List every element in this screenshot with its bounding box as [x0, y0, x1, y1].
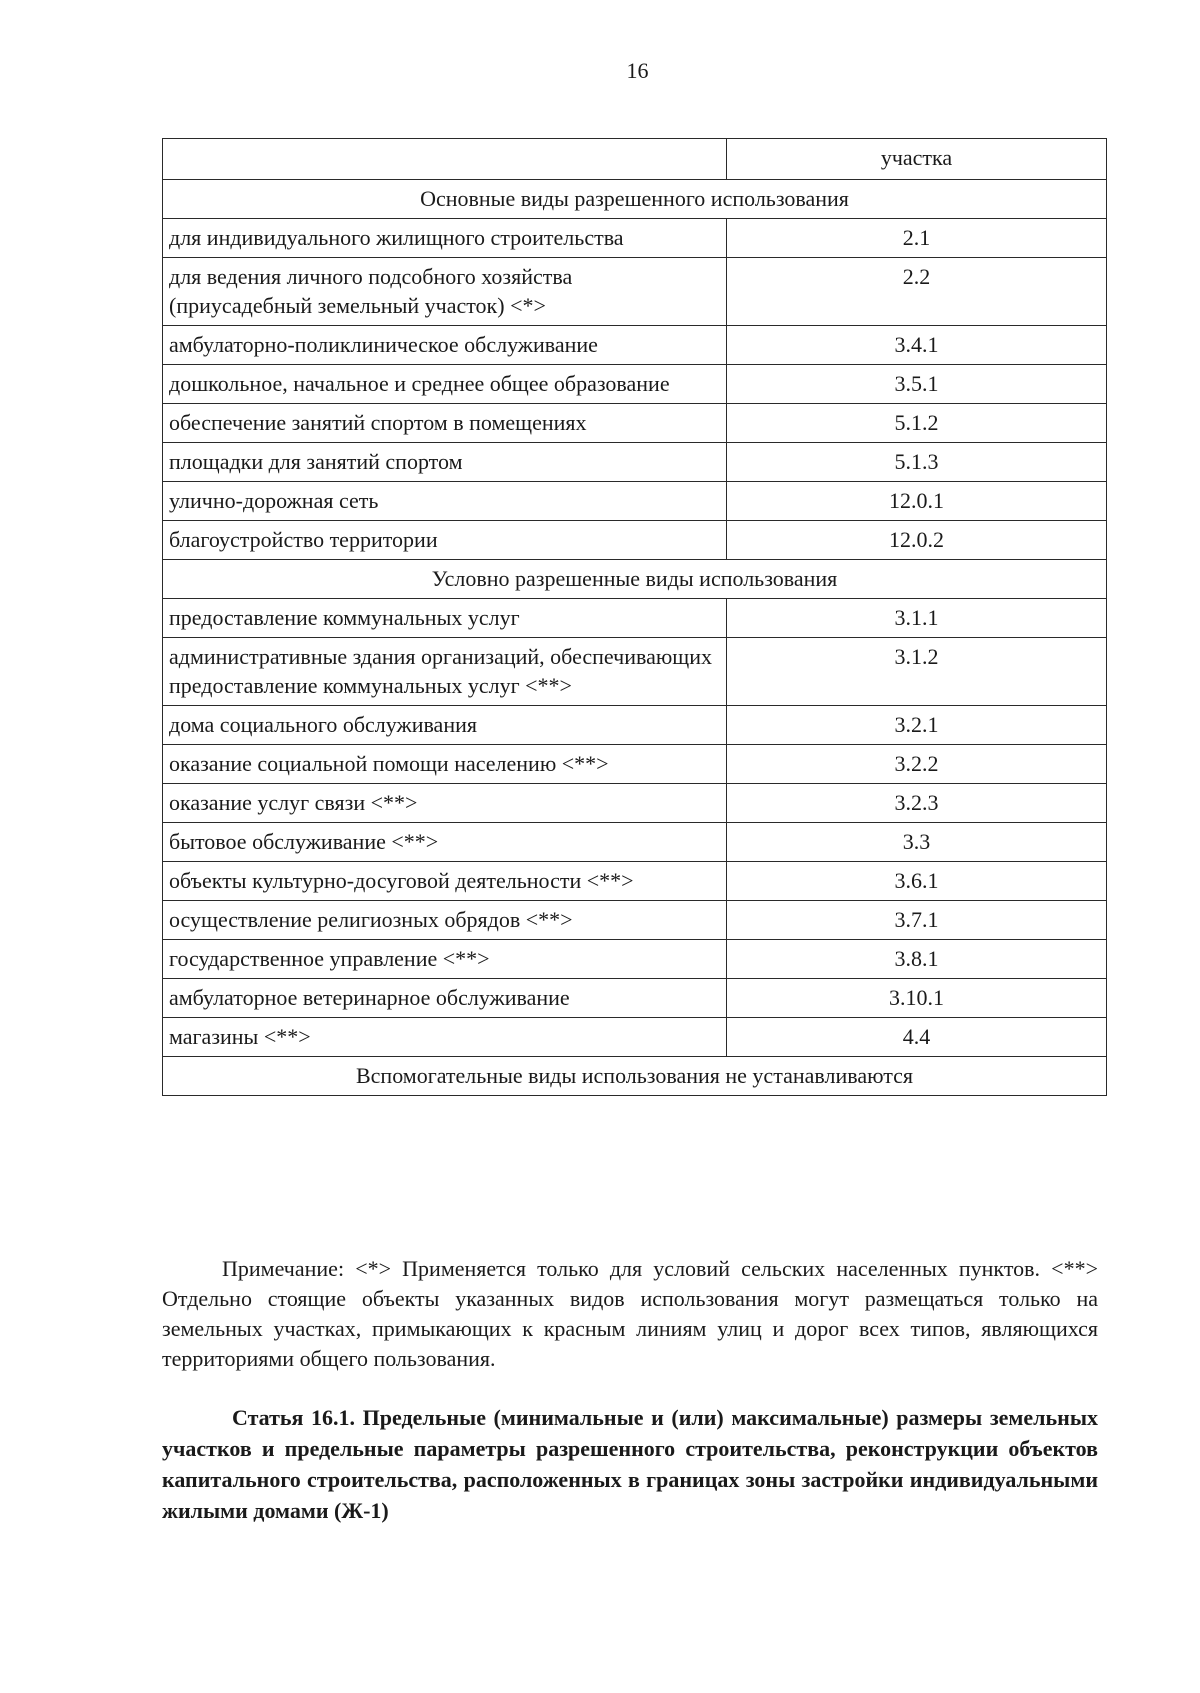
- land-use-code: 3.2.1: [727, 706, 1107, 745]
- table-row: [163, 599, 1107, 638]
- land-use-code: 3.8.1: [727, 940, 1107, 979]
- land-use-name: осуществление религиозных обрядов <**>: [163, 901, 727, 940]
- land-use-name: оказание услуг связи <**>: [163, 784, 727, 823]
- land-use-name: магазины <**>: [163, 1018, 727, 1057]
- land-use-code: 3.1.2: [727, 638, 1107, 706]
- land-use-name: административные здания организаций, обеспечивающих предоставление коммунальных услуг <**>: [163, 638, 727, 706]
- land-use-code: 12.0.2: [727, 521, 1107, 560]
- section-header-row: [163, 560, 1107, 599]
- land-use-name: оказание социальной помощи населению <**>: [163, 745, 727, 784]
- land-use-name: для ведения личного подсобного хозяйства (приусадебный земельный участок) <*>: [163, 258, 727, 326]
- land-use-name: улично-дорожная сеть: [163, 482, 727, 521]
- table-footer: Вспомогательные виды использования не устанавливаются: [163, 1057, 1107, 1096]
- table-row: [163, 1018, 1107, 1057]
- land-use-name: дошкольное, начальное и среднее общее образование: [163, 365, 727, 404]
- land-use-name: объекты культурно-досуговой деятельности <**>: [163, 862, 727, 901]
- land-use-name: государственное управление <**>: [163, 940, 727, 979]
- land-use-code: 3.2.2: [727, 745, 1107, 784]
- land-use-name: бытовое обслуживание <**>: [163, 823, 727, 862]
- land-use-code: 3.10.1: [727, 979, 1107, 1018]
- land-use-name: дома социального обслуживания: [163, 706, 727, 745]
- land-use-code: 2.2: [727, 258, 1107, 326]
- land-use-code: 3.7.1: [727, 901, 1107, 940]
- land-use-name: для индивидуального жилищного строительства: [163, 219, 727, 258]
- table-note: Примечание: <*> Применяется только для условий сельских населенных пунктов. <**> Отдельно стоящие объекты указанных видов использования могут размещаться только на земельных участках, примыкающих к красным линиям улиц и дорог всех типов, являющихся территориями общего пользования.: [162, 1256, 1098, 1371]
- table-row: [163, 823, 1107, 862]
- table-body: [163, 139, 1107, 1096]
- header-code-cell: участка: [727, 139, 1107, 180]
- land-use-name: амбулаторное ветеринарное обслуживание: [163, 979, 727, 1018]
- table-row: [163, 482, 1107, 521]
- table-row: [163, 326, 1107, 365]
- section-header-row: [163, 180, 1107, 219]
- land-use-code: 3.4.1: [727, 326, 1107, 365]
- table-header-row: [163, 139, 1107, 180]
- land-use-code: 2.1: [727, 219, 1107, 258]
- section-title: Условно разрешенные виды использования: [163, 560, 1107, 599]
- table-row: [163, 706, 1107, 745]
- land-use-code: 4.4: [727, 1018, 1107, 1057]
- table-row: [163, 258, 1107, 326]
- page-number: 16: [626, 58, 649, 83]
- article-heading: Статья 16.1. Предельные (минимальные и (или) максимальные) размеры земельных участков и предельные параметры разрешенного строительства, реконструкции объектов капитального строительства, расположенных в границах зоны застройки индивидуальными жилыми домами (Ж-1): [162, 1405, 1098, 1523]
- table-row: [163, 901, 1107, 940]
- table-row: [163, 745, 1107, 784]
- table-row: [163, 404, 1107, 443]
- table-row: [163, 219, 1107, 258]
- table-row: [163, 365, 1107, 404]
- section-title: Основные виды разрешенного использования: [163, 180, 1107, 219]
- land-use-code: 5.1.2: [727, 404, 1107, 443]
- table-footer-row: [163, 1057, 1107, 1096]
- land-use-name: обеспечение занятий спортом в помещениях: [163, 404, 727, 443]
- table-row: [163, 638, 1107, 706]
- table-row: [163, 940, 1107, 979]
- land-use-code: 3.6.1: [727, 862, 1107, 901]
- table-row: [163, 443, 1107, 482]
- table-row: [163, 862, 1107, 901]
- land-use-code: 3.1.1: [727, 599, 1107, 638]
- land-use-name: предоставление коммунальных услуг: [163, 599, 727, 638]
- header-name-cell: [163, 139, 727, 180]
- land-use-code: 3.5.1: [727, 365, 1107, 404]
- land-use-code: 5.1.3: [727, 443, 1107, 482]
- table-row: [163, 521, 1107, 560]
- land-use-code: 12.0.1: [727, 482, 1107, 521]
- land-use-code: 3.3: [727, 823, 1107, 862]
- table-row: [163, 784, 1107, 823]
- table-row: [163, 979, 1107, 1018]
- land-use-name: благоустройство территории: [163, 521, 727, 560]
- land-use-code: 3.2.3: [727, 784, 1107, 823]
- land-use-table: [162, 138, 1107, 1096]
- land-use-name: амбулаторно-поликлиническое обслуживание: [163, 326, 727, 365]
- land-use-name: площадки для занятий спортом: [163, 443, 727, 482]
